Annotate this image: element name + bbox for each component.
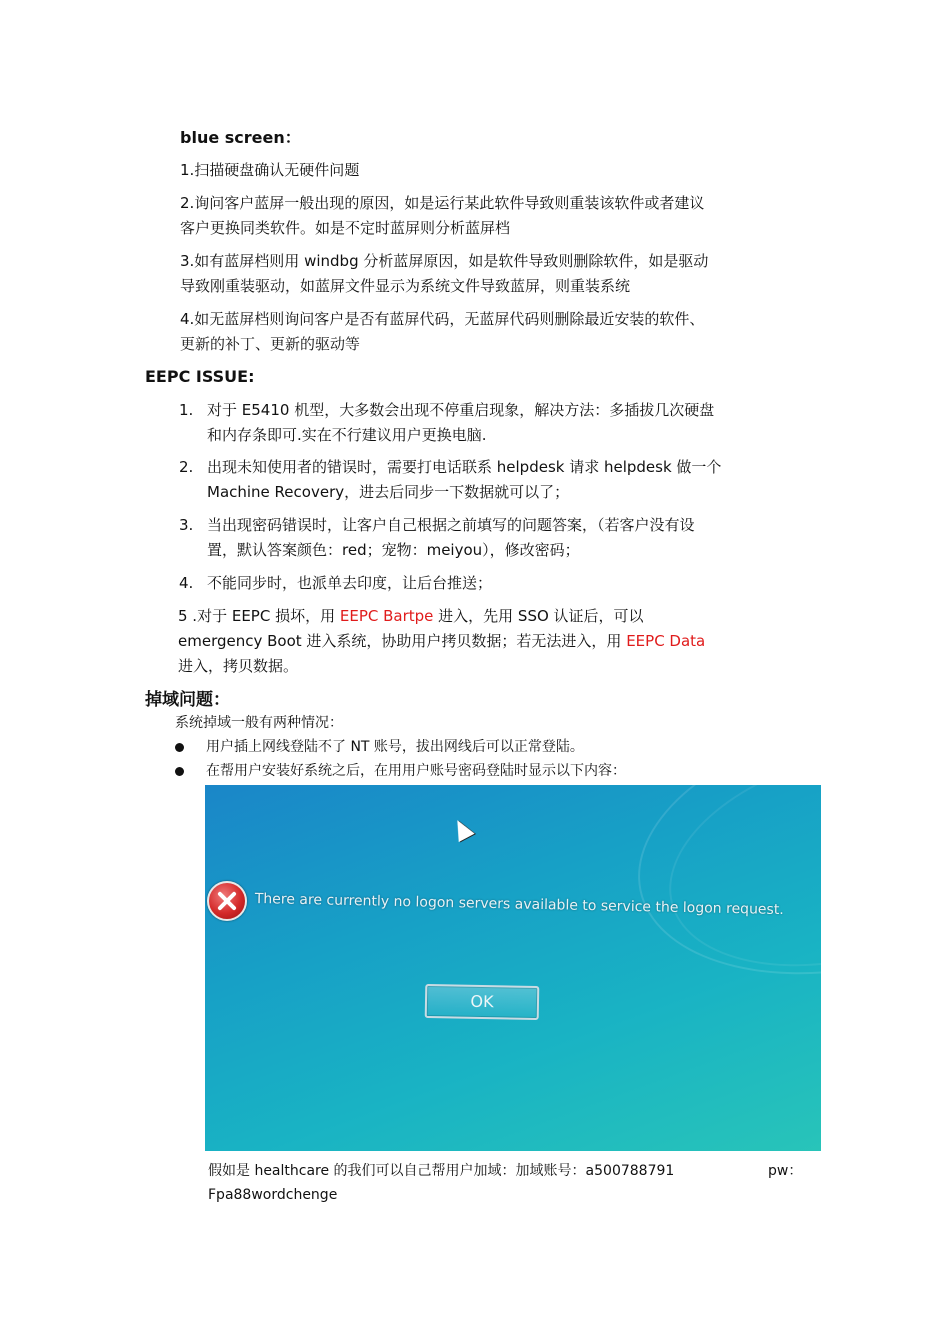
mouse-cursor-icon <box>449 816 474 842</box>
error-x-icon <box>207 881 247 921</box>
eepc-item-5-text-a: 5 .对于 EEPC 损坏，用 <box>178 607 340 625</box>
domain-bullet-1: 用户插上网线登陆不了 NT 账号，拔出网线后可以正常登陆。 <box>206 739 584 755</box>
blue-screen-item-4-line-1: 4.如无蓝屏档则询问客户是否有蓝屏代码，无蓝屏代码则删除最近安装的软件、 <box>180 310 705 328</box>
blue-screen-item-2-line-2: 客户更换同类软件。如是不定时蓝屏则分析蓝屏档 <box>180 219 511 237</box>
eepc-item-5-line-1 <box>178 606 644 626</box>
eepc-item-4-line-1: 不能同步时，也派单去印度，让后台推送； <box>207 574 493 592</box>
domain-heading: 掉域问题： <box>145 690 230 710</box>
bullet-dot-icon <box>175 743 184 752</box>
bullet-dot-icon <box>175 767 184 776</box>
logon-error-message: There are currently no logon servers available to service the logon request. <box>254 891 784 919</box>
blue-screen-heading: blue screen： <box>180 128 301 147</box>
blue-screen-item-4-line-2: 更新的补丁、更新的驱动等 <box>180 335 361 353</box>
eepc-item-5-text-c: emergency Boot 进入系统，协助用户拷贝数据；若无法进入，用 <box>178 632 627 650</box>
domain-intro: 系统掉域一般有两种情况： <box>175 715 343 731</box>
logon-error-screenshot <box>205 785 821 1151</box>
eepc-heading: EEPC ISSUE: <box>145 367 255 386</box>
eepc-item-3-number: 3. <box>179 516 194 534</box>
eepc-item-5-text-b: 进入，先用 SSO 认证后，可以 <box>433 607 644 625</box>
blue-screen-item-3-line-2: 导致刚重装驱动，如蓝屏文件显示为系统文件导致蓝屏，则重装系统 <box>180 277 631 295</box>
eepc-item-5-line-3: 进入，拷贝数据。 <box>178 657 299 675</box>
eepc-item-2-line-2: Machine Recovery，进去后同步一下数据就可以了； <box>207 483 570 501</box>
eepc-item-3-line-1: 当出现密码错误时，让客户自己根据之前填写的问题答案，（若客户没有设 <box>207 516 695 534</box>
domain-footer-line-2: Fpa88wordchenge <box>208 1187 338 1203</box>
eepc-data-highlight: EEPC Data <box>626 632 706 650</box>
blue-screen-item-2-line-1: 2.询问客户蓝屏一般出现的原因，如是运行某此软件导致则重装该软件或者建议 <box>180 194 705 212</box>
eepc-item-3-line-2: 置，默认答案颜色：red；宠物：meiyou），修改密码； <box>207 541 580 559</box>
blue-screen-item-1: 1.扫描硬盘确认无硬件问题 <box>180 161 360 179</box>
domain-bullet-2: 在帮用户安装好系统之后，在用用户账号密码登陆时显示以下内容： <box>206 763 626 779</box>
eepc-item-2-line-1: 出现未知使用者的错误时，需要打电话联系 helpdesk 请求 helpdesk 做一个 <box>207 458 722 476</box>
eepc-item-5-line-2 <box>178 631 705 651</box>
eepc-bartpe-highlight: EEPC Bartpe <box>339 607 434 625</box>
eepc-item-4-number: 4. <box>179 574 194 592</box>
eepc-item-1-line-2: 和内存条即可.实在不行建议用户更换电脑. <box>207 426 487 444</box>
eepc-item-1-number: 1. <box>179 401 194 419</box>
blue-screen-item-3-line-1: 3.如有蓝屏档则用 windbg 分析蓝屏原因，如是软件导致则删除软件，如是驱动 <box>180 252 709 270</box>
eepc-item-1-line-1: 对于 E5410 机型，大多数会出现不停重启现象，解决方法：多插拔几次硬盘 <box>207 401 715 419</box>
domain-footer-line-1: 假如是 healthcare 的我们可以自己帮用户加域：加域账号：a500788791 <box>208 1163 675 1179</box>
ok-button[interactable]: OK <box>425 984 540 1020</box>
domain-footer-pw-label: pw： <box>768 1163 803 1179</box>
eepc-item-2-number: 2. <box>179 458 194 476</box>
